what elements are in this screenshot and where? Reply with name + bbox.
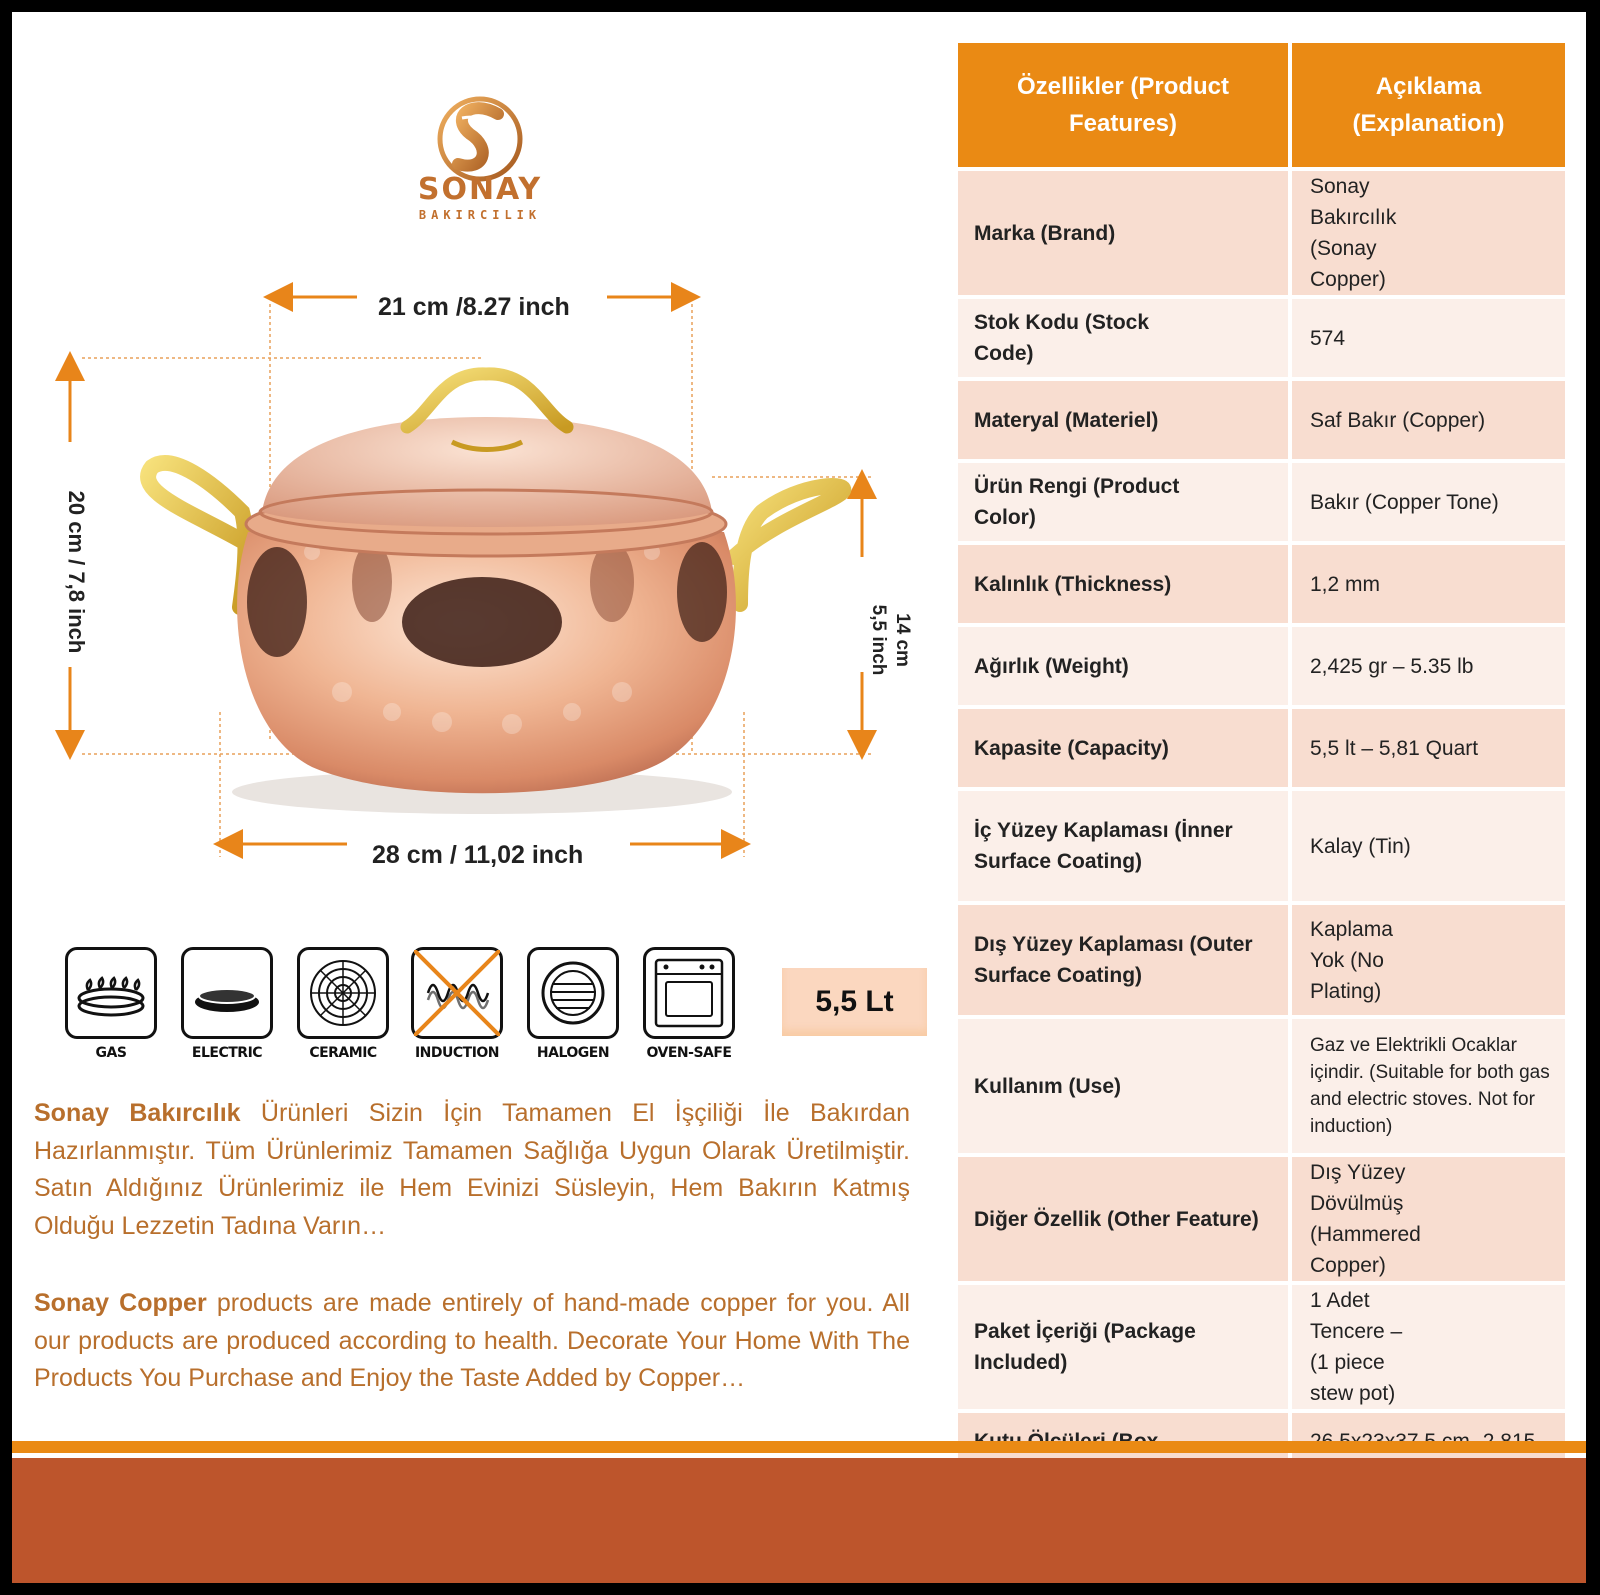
stove-electric — [172, 947, 282, 1061]
ceramic-hob-icon — [300, 950, 386, 1036]
stove-halogen — [518, 947, 628, 1061]
description-turkish-brand: Sonay Bakırcılık — [34, 1099, 241, 1127]
stove-label-halogen: HALOGEN — [536, 1045, 610, 1061]
spec-value: Kaplama Yok (No Plating) — [1292, 905, 1565, 1015]
spec-feature: Stok Kodu (Stock Code) — [958, 299, 1288, 377]
spec-feature: Kalınlık (Thickness) — [958, 545, 1288, 623]
spec-value: Dış Yüzey Dövülmüş (Hammered Copper) — [1292, 1157, 1565, 1281]
spec-row — [958, 709, 1565, 787]
spec-row — [958, 1157, 1565, 1281]
spec-row — [958, 171, 1565, 295]
spec-feature: Kullanım (Use) — [958, 1019, 1288, 1153]
stove-oven — [634, 947, 744, 1061]
dimension-body-height-cm: 14 cm — [892, 613, 913, 667]
spec-value: 1,2 mm — [1292, 545, 1565, 623]
dimension-body-height-inch: 5,5 inch — [868, 604, 889, 676]
product-sheet — [12, 12, 1586, 1583]
dimension-bottom-width: 28 cm / 11,02 inch — [372, 841, 584, 869]
description-english — [34, 1285, 910, 1398]
product-spec-table — [954, 39, 1569, 1575]
spec-row — [958, 791, 1565, 901]
spec-row — [958, 463, 1565, 541]
spec-feature: Kapasite (Capacity) — [958, 709, 1288, 787]
spec-value: 574 — [1292, 299, 1565, 377]
spec-row — [958, 381, 1565, 459]
stove-label-induction: INDUCTION — [414, 1045, 500, 1061]
spec-row — [958, 299, 1565, 377]
spec-feature: Dış Yüzey Kaplaması (Outer Surface Coating) — [958, 905, 1288, 1015]
spec-value: Sonay Bakırcılık (Sonay Copper) — [1292, 171, 1565, 295]
copper-pot-illustration — [12, 12, 942, 912]
stove-label-gas: GAS — [95, 1045, 127, 1061]
induction-hob-icon — [414, 950, 500, 1036]
stove-ceramic — [288, 947, 398, 1061]
spec-feature: İç Yüzey Kaplaması (İnner Surface Coating) — [958, 791, 1288, 901]
capacity-badge: 5,5 Lt — [782, 968, 927, 1036]
spec-feature: Materyal (Materiel) — [958, 381, 1288, 459]
logo-wordmark: SONAY — [417, 172, 543, 207]
spec-row — [958, 1019, 1565, 1153]
spec-value: Kalay (Tin) — [1292, 791, 1565, 901]
footer-band — [12, 1458, 1586, 1583]
spec-value: Bakır (Copper Tone) — [1292, 463, 1565, 541]
footer-accent-line — [12, 1441, 1586, 1453]
electric-hob-icon — [184, 950, 270, 1036]
spec-value: 5,5 lt – 5,81 Quart — [1292, 709, 1565, 787]
stove-label-electric: ELECTRIC — [191, 1045, 263, 1061]
spec-table-header — [958, 43, 1565, 167]
gas-stove-icon — [68, 950, 154, 1036]
spec-feature: Ürün Rengi (Product Color) — [958, 463, 1288, 541]
description-turkish — [34, 1095, 910, 1245]
stove-label-ceramic: CERAMIC — [309, 1045, 377, 1061]
header-explanation: Açıklama (Explanation) — [1292, 43, 1565, 167]
dimension-top-width: 21 cm /8.27 inch — [378, 293, 570, 321]
spec-value: Saf Bakır (Copper) — [1292, 381, 1565, 459]
description-turkish-text: Ürünleri Sizin İçin Tamamen El İşçiliği İle Bakırdan Hazırlanmıştır. Tüm Ürünlerimiz Tamamen Sağlığa Uygun Olarak Üretilmiştir. Satın Aldığınız Ürünlerimiz ile Hem Evinizi Süsleyin, Hem Bakırın Katmış Olduğu Lezzetin Tadına Varın… — [34, 1099, 910, 1240]
logo-subtitle: BAKIRCILIK — [418, 208, 542, 222]
stove-induction — [402, 947, 512, 1061]
spec-row — [958, 627, 1565, 705]
spec-value: Gaz ve Elektrikli Ocaklar içindir. (Suitable for both gas and electric stoves. Not for induction) — [1292, 1019, 1565, 1153]
description-english-brand: Sonay Copper — [34, 1289, 207, 1317]
spec-feature: Marka (Brand) — [958, 171, 1288, 295]
spec-row — [958, 905, 1565, 1015]
spec-row — [958, 545, 1565, 623]
spec-row — [958, 1285, 1565, 1409]
spec-feature: Ağırlık (Weight) — [958, 627, 1288, 705]
halogen-hob-icon — [530, 950, 616, 1036]
stove-label-oven: OVEN-SAFE — [646, 1045, 732, 1061]
header-features: Özellikler (Product Features) — [958, 43, 1288, 167]
spec-feature: Paket İçeriği (Package Included) — [958, 1285, 1288, 1409]
oven-icon — [646, 950, 732, 1036]
stove-gas — [56, 947, 166, 1061]
dimension-total-height: 20 cm / 7,8 inch — [64, 490, 89, 654]
spec-value: 2,425 gr – 5.35 lb — [1292, 627, 1565, 705]
spec-value: 1 Adet Tencere – (1 piece stew pot) — [1292, 1285, 1565, 1409]
dimension-body-height — [866, 605, 914, 676]
description-english-text: products are made entirely of hand-made copper for you. All our products are produced according to health. Decorate Your Home With The Products You Purchase and Enjoy the Taste Added by Copper… — [34, 1289, 910, 1392]
spec-feature: Diğer Özellik (Other Feature) — [958, 1157, 1288, 1281]
